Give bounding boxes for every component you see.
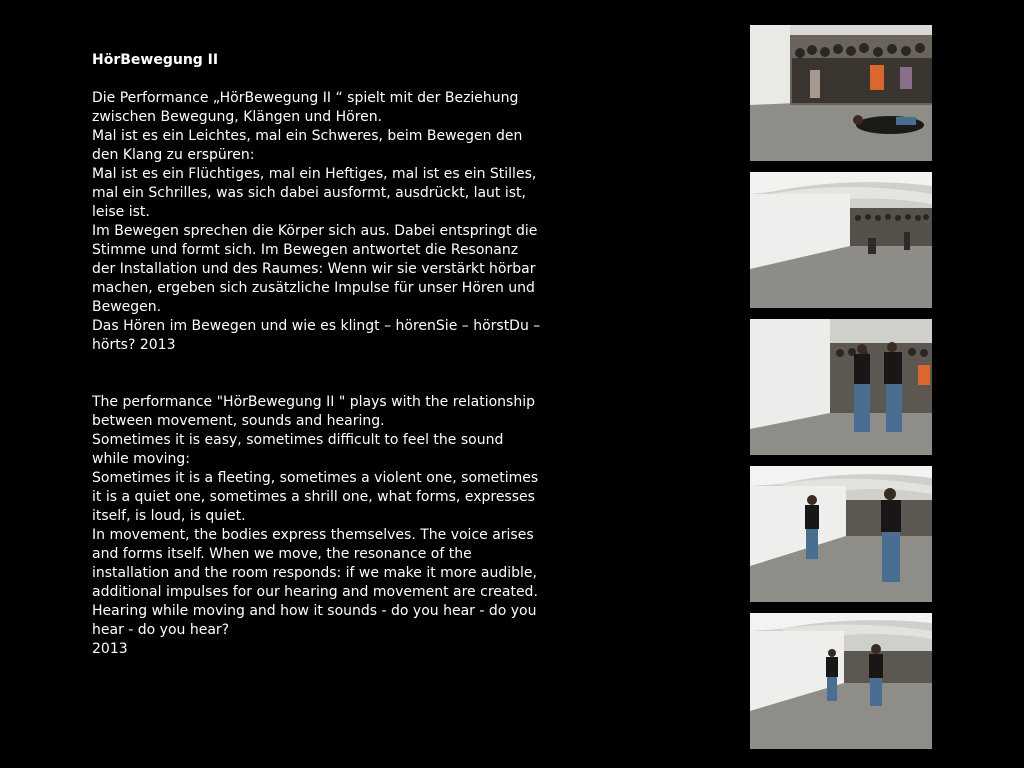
german-paragraph: Mal ist es ein Flüchtiges, mal ein Heftiges, mal ist es ein Stilles, mal ein Schrilles, was sich dabei ausformt, ausdrückt, laut ist, leise ist. (92, 166, 537, 220)
english-text (92, 393, 542, 659)
spacer (92, 355, 542, 393)
english-paragraph: The performance "HörBewegung II " plays with the relationship between movement, sounds and hearing. (92, 394, 535, 429)
german-text (92, 89, 542, 355)
german-paragraph: Mal ist es ein Leichtes, mal ein Schweres, beim Bewegen den den Klang zu erspüren: (92, 128, 523, 163)
performance-photo-2[interactable] (750, 172, 932, 308)
english-paragraph: Hearing while moving and how it sounds - do you hear - do you hear - do you hear? (92, 603, 537, 638)
german-paragraph: Das Hören im Bewegen und wie es klingt – hörenSie – hörstDu – hörts? 2013 (92, 318, 541, 353)
text-column (92, 51, 542, 659)
german-paragraph: Die Performance „HörBewegung II “ spielt mit der Beziehung zwischen Bewegung, Klängen und Hören. (92, 90, 519, 125)
english-paragraph: 2013 (92, 641, 128, 657)
german-paragraph: Im Bewegen sprechen die Körper sich aus. Dabei entspringt die Stimme und formt sich. Im Bewegen antwortet die Resonanz der Installation und des Raumes: Wenn wir sie verstärkt hörbar machen, ergeben sich zusätzliche Impulse für unser Hören und Bewegen. (92, 223, 538, 315)
photo-strip (750, 25, 932, 760)
english-paragraph: Sometimes it is a fleeting, sometimes a violent one, sometimes it is a quiet one, sometimes a shrill one, what forms, expresses itself, is loud, is quiet. (92, 470, 539, 524)
performance-photo-5[interactable] (750, 613, 932, 749)
english-paragraph: Sometimes it is easy, sometimes difficult to feel the sound while moving: (92, 432, 504, 467)
performance-photo-4[interactable] (750, 466, 932, 602)
performance-photo-1[interactable] (750, 25, 932, 161)
page-title: HörBewegung II (92, 52, 219, 68)
english-paragraph: In movement, the bodies express themselves. The voice arises and forms itself. When we move, the resonance of the installation and the room responds: if we make it more audible, additional impulses for our hearing and movement are created. (92, 527, 538, 600)
performance-photo-3[interactable] (750, 319, 932, 455)
